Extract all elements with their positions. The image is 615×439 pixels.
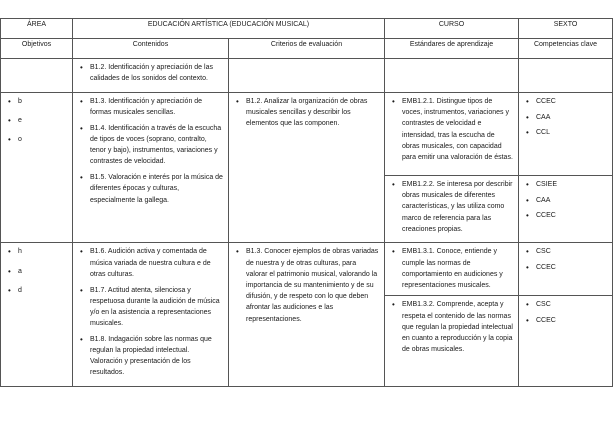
subheader-row (1, 39, 613, 59)
competencias-emb122 (519, 176, 612, 229)
row-b16-b18 (1, 243, 613, 387)
estandar-emb122 (385, 176, 518, 243)
row0-estandares (385, 59, 519, 93)
row1-competencias (519, 92, 613, 243)
row0-contenidos (73, 59, 229, 93)
curriculum-table (0, 18, 613, 387)
row1-estandares (385, 92, 519, 243)
list-item: • CSC (524, 246, 607, 257)
row-b13-b15 (1, 92, 613, 243)
row0-competencias (519, 59, 613, 93)
criterios-list (234, 246, 379, 324)
col-estandares: Estándares de aprendizaje (385, 39, 519, 59)
header-curso: CURSO (385, 19, 519, 39)
list-item: • CCEC (524, 315, 607, 326)
row1-contenidos (73, 92, 229, 243)
criterios-list (234, 96, 379, 130)
col-competencias: Competencias clave (519, 39, 613, 59)
header-sexto: SEXTO (519, 19, 613, 39)
row2-objetivos (1, 243, 73, 387)
row2-estandares (385, 243, 519, 387)
list-item: • b (6, 96, 67, 107)
list-item: • EMB1.2.1. Distingue tipos de voces, instrumentos, variaciones y contrastes de velocidad e intensidad, tras la escucha de obras musicales, con capacidad para emitir una valoración de éstas. (390, 96, 513, 163)
list-item: • EMB1.3.1. Conoce, entiende y cumple las normas de comportamiento en audiciones y representaciones musicales. (390, 246, 513, 291)
list-item: • EMB1.2.2. Se interesa por describir obras musicales de diferentes características, y las utiliza como marco de referencia para las creaciones propias. (390, 179, 513, 235)
row0-objetivos (1, 59, 73, 93)
list-item: • B1.2. Identificación y apreciación de las calidades de los sonidos del contexto. (78, 62, 223, 84)
estandar-emb131 (385, 243, 518, 296)
list-item: • B1.6. Audición activa y comentada de música variada de nuestra cultura e de otras culturas. (78, 246, 223, 280)
col-contenidos: Contenidos (73, 39, 229, 59)
list-item: • CCEC (524, 262, 607, 273)
objetivos-list (6, 96, 67, 146)
row2-contenidos (73, 243, 229, 387)
estandar-emb132 (385, 296, 518, 363)
row1-objetivos (1, 92, 73, 243)
row-b12 (1, 59, 613, 93)
competencias-emb131 (519, 243, 612, 296)
list-item: • B1.3. Identificación y apreciación de formas musicales sencillas. (78, 96, 223, 118)
list-item: • CAA (524, 112, 607, 123)
contenidos-list (78, 96, 223, 206)
list-item: • B1.5. Valoración e interés por la música de diferentes épocas y culturas, especialmente la gallega. (78, 172, 223, 206)
competencias-emb121 (519, 93, 612, 176)
list-item: • B1.8. Indagación sobre las normas que regulan la propiedad intelectual. Valoración y presentación de los resultados. (78, 334, 223, 379)
header-row (1, 19, 613, 39)
header-title: EDUCACIÓN ARTÍSTICA (EDUCACIÓN MUSICAL) (73, 19, 385, 39)
list-item: • CCEC (524, 96, 607, 107)
contenidos-list (78, 246, 223, 378)
list-item: • CAA (524, 195, 607, 206)
list-item: • h (6, 246, 67, 257)
objetivos-list (6, 246, 67, 296)
row1-criterios (229, 92, 385, 243)
row2-criterios (229, 243, 385, 387)
list-item: • e (6, 115, 67, 126)
row0-criterios (229, 59, 385, 93)
list-item: • B1.3. Conocer ejemplos de obras variadas de nuestra y de otras culturas, para valorar el patrimonio musical, valorando la importancia de su mantenimiento y de su difusión, y de respeto con lo que deben afrontar las audiciones e las representaciones. (234, 246, 379, 324)
list-item: • d (6, 285, 67, 296)
list-item: • EMB1.3.2. Comprende, acepta y respeta el contenido de las normas que regulan la propiedad intelectual en cuanto a reproducción y la copia de obras musicales. (390, 299, 513, 355)
list-item: • B1.4. Identificación a través de la escucha de tipos de voces (soprano, contralto, tenor y bajo), instrumentos, variaciones y contrastes de velocidad. (78, 123, 223, 168)
list-item: • CCEC (524, 210, 607, 221)
list-item: • B1.7. Actitud atenta, silenciosa y respetuosa durante la audición de música y/o en la asistencia a representaciones musicales. (78, 285, 223, 330)
col-objetivos: Objetivos (1, 39, 73, 59)
contenidos-list (78, 62, 223, 84)
list-item: • B1.2. Analizar la organización de obras musicales sencillas y describir los elementos que las componen. (234, 96, 379, 130)
estandar-emb121 (385, 93, 518, 176)
list-item: • o (6, 134, 67, 145)
list-item: • a (6, 266, 67, 277)
header-area: ÁREA (1, 19, 73, 39)
col-criterios: Criterios de evaluación (229, 39, 385, 59)
row2-competencias (519, 243, 613, 387)
list-item: • CSIEE (524, 179, 607, 190)
competencias-emb132 (519, 296, 612, 333)
list-item: • CSC (524, 299, 607, 310)
list-item: • CCL (524, 127, 607, 138)
